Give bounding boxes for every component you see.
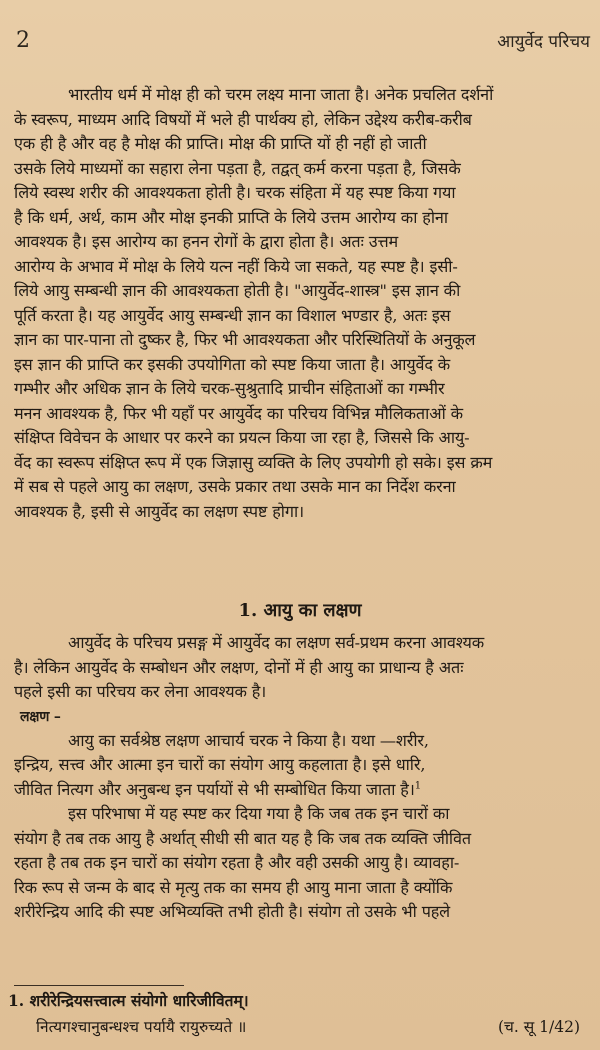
text-line: शरीरेन्द्रिय आदि की स्पष्ट अभिव्यक्ति तभी होती है। संयोग तो उसके भी पहले [14,902,451,921]
text-line: आयु का सर्वश्रेष्ठ लक्षण आचार्य चरक ने किया है। यथा —शरीर, [68,730,429,750]
footnote-verse: नित्यगश्चानुबन्धश्च पर्यायै रायुरुच्यते ॥ [36,1018,247,1036]
text-line-content: जीवित नित्यग और अनुबन्ध इन पर्यायों से भी सम्बोधित किया जाता है। [14,779,415,799]
running-title: आयुर्वेद परिचय [497,32,590,52]
text-line: भारतीय धर्म में मोक्ष ही को चरम लक्ष्य माना जाता है। अनेक प्रचलित दर्शनों [68,85,494,104]
text-line: उसके लिये माध्यमों का सहारा लेना पड़ता है, तद्वत् कर्म करना पड़ता है, जिसके [14,158,461,178]
text-line: लिये स्वस्थ शरीर की आवश्यकता होती है। चरक संहिता में यह स्पष्ट किया गया [14,183,456,202]
text-line: आरोग्य के अभाव में मोक्ष के लिये यत्न नहीं किये जा सकते, यह स्पष्ट है। इसी- [14,256,458,276]
text-line [14,778,588,803]
footnote [8,988,584,1040]
text-line: लिये आयु सम्बन्धी ज्ञान की आवश्यकता होती है। "आयुर्वेद-शास्त्र" इस ज्ञान की [14,281,461,300]
page-number: 2 [16,28,30,53]
text-line: रहता है तब तक इन चारों का संयोग रहता है और वही उसकी आयु है। व्यावहा- [14,853,460,872]
text-line: इस ज्ञान की प्राप्ति कर इसकी उपयोगिता को स्पष्ट किया जाता है। आयुर्वेद के [14,354,451,374]
text-line: है कि धर्म, अर्थ, काम और मोक्ष इनकी प्राप्ति के लिये उत्तम आरोग्य का होना [14,207,448,227]
text-line: पूर्ति करता है। यह आयुर्वेद आयु सम्बन्धी ज्ञान का विशाल भण्डार है, अतः इस [14,305,451,325]
text-line: संक्षिप्त विवेचन के आधार पर करने का प्रयत्न किया जा रहा है, जिससे कि आयु- [14,428,470,447]
text-line: ज्ञान का पार-पाना तो दुष्कर है, फिर भी आवश्यकता और परिस्थितियों के अनुकूल [14,330,476,349]
text-line: में सब से पहले आयु का लक्षण, उसके प्रकार तथा उसके मान का निर्देश करना [14,477,456,496]
section-heading: 1. आयु का लक्षण [238,600,362,621]
page-header [0,28,600,56]
text-line: आयुर्वेद के परिचय प्रसङ्ग में आयुर्वेद का लक्षण सर्व-प्रथम करना आवश्यक [68,633,484,652]
text-line: इन्द्रिय, सत्त्व और आत्मा इन चारों का संयोग आयु कहलाता है। इसे धारि, [14,755,426,774]
section-body [14,631,588,925]
text-line: आवश्यक है, इसी से आयुर्वेद का लक्षण स्पष्ट होगा। [14,501,304,521]
subheading-lakshan: लक्षण – [20,708,61,725]
intro-paragraph [14,83,588,524]
footnote-divider [14,985,184,986]
text-line: संयोग है तब तक आयु है अर्थात् सीधी सी बात यह है कि जब तक व्यक्ति जीवित [14,828,471,848]
text-line: के स्वरूप, माध्यम आदि विषयों में भले ही पार्थक्य हो, लेकिन उद्देश्य करीब-करीब [14,109,472,129]
text-line: आवश्यक है। इस आरोग्य का हनन रोगों के द्वारा होता है। अतः उत्तम [14,232,399,251]
text-line: पहले इसी का परिचय कर लेना आवश्यक है। [14,682,267,701]
footnote-marker[interactable]: 1 [414,780,421,792]
footnote-line-2 [8,1014,584,1040]
text-line: इस परिभाषा में यह स्पष्ट कर दिया गया है कि जब तक इन चारों का [68,804,450,823]
text-line: एक ही है और वह है मोक्ष की प्राप्ति। मोक्ष की प्राप्ति यों ही नहीं हो जाती [14,134,427,153]
text-line: गम्भीर और अधिक ज्ञान के लिये चरक-सुश्रुतादि प्राचीन संहिताओं का गम्भीर [14,379,445,398]
text-line: र्वेद का स्वरूप संक्षिप्त रूप में एक जिज्ञासु व्यक्ति के लिए उपयोगी हो सके। इस क्रम [14,452,493,472]
footnote-line-1: 1. शरीरेन्द्रियसत्त्वात्म संयोगो धारिजीवितम्। [8,991,249,1010]
text-line: मनन आवश्यक है, फिर भी यहाँ पर आयुर्वेद का परिचय विभिन्न मौलिकताओं के [14,403,463,423]
text-line: है। लेकिन आयुर्वेद के सम्बोधन और लक्षण, दोनों में ही आयु का प्राधान्य है अतः [14,657,464,677]
footnote-reference: (च. सू 1/42) [497,1018,580,1036]
text-line: रिक रूप से जन्म के बाद से मृत्यु तक का समय ही आयु माना जाता है क्योंकि [14,877,453,897]
